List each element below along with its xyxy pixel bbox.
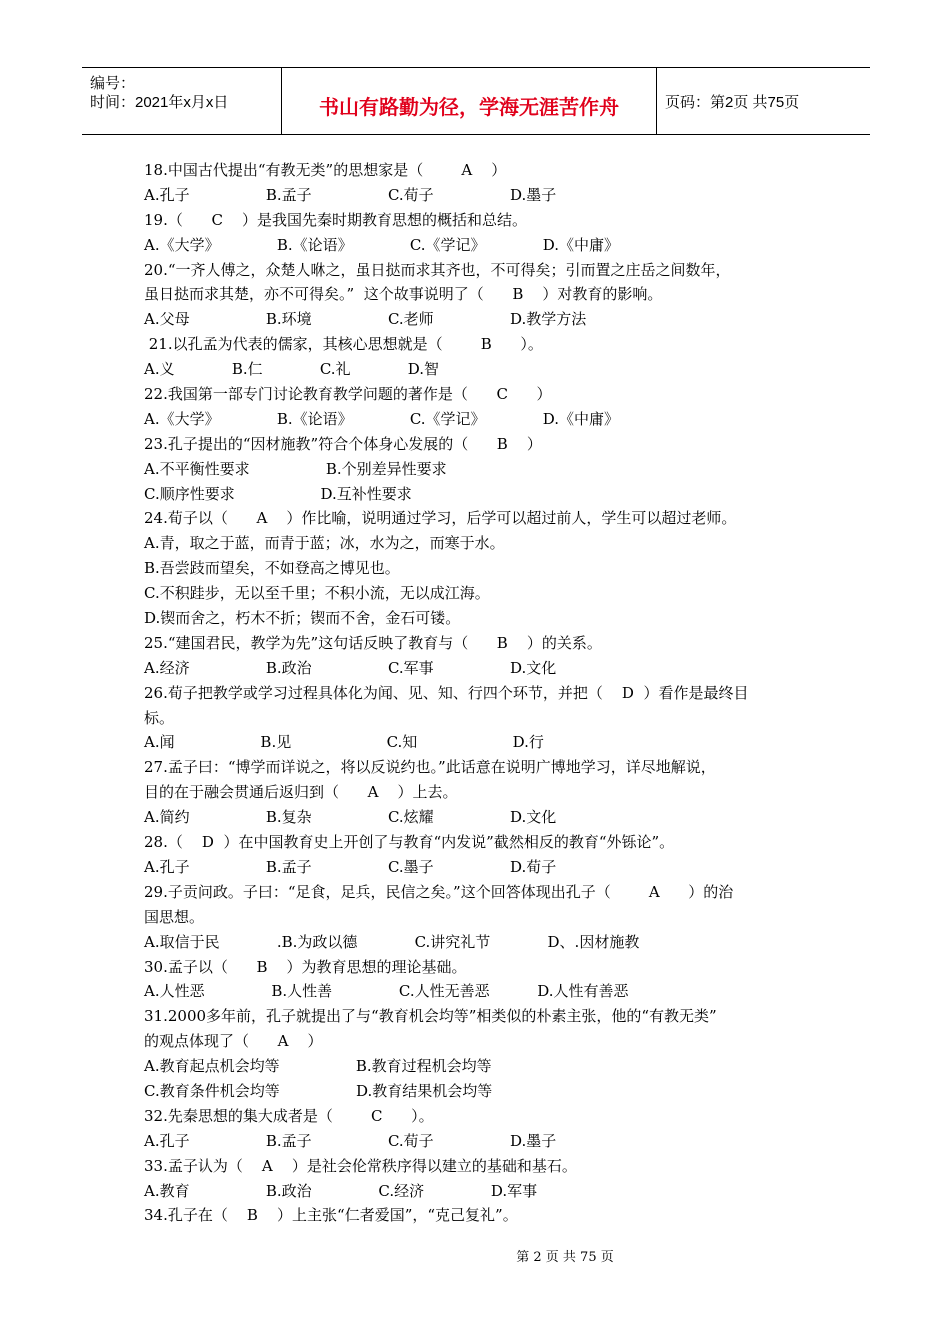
text-line: A.孔子 B.孟子 C.荀子 D.墨子 [144, 1131, 557, 1150]
text-line: A.人性恶 B.人性善 C.人性无善恶 D.人性有善恶 [144, 982, 629, 1001]
text-line: 20.“一齐人傅之，众楚人咻之，虽日挞而求其齐也，不可得矣；引而置之庄岳之间数年， [144, 260, 731, 279]
text-line: 32.先秦思想的集大成者是（ C ）。 [144, 1106, 434, 1125]
text-line: 21.以孔孟为代表的儒家，其核心思想就是（ B ）。 [144, 335, 543, 354]
text-line: A.取信于民 .B.为政以德 C.讲究礼节 D、.因材施教 [144, 932, 640, 951]
text-line: A.父母 B.环境 C.老师 D.教学方法 [144, 310, 587, 329]
header-meta [82, 68, 282, 134]
text-line: 33.孟子认为（ A ）是社会伦常秩序得以建立的基础和基石。 [144, 1156, 577, 1175]
text-line: 28.（ D ）在中国教育史上开创了与教育“内发说”截然相反的教育“外铄论”。 [144, 833, 675, 852]
text-line: A.《大学》 B.《论语》 C.《学记》 D.《中庸》 [144, 409, 620, 428]
header-slogan: 书山有路勤为径，学海无涯苦作舟 [282, 68, 657, 134]
text-line: 25.“建国君民，教学为先”这句话反映了教育与（ B ）的关系。 [144, 633, 602, 652]
text-line: 27.孟子曰：“博学而详说之，将以反说约也。”此话意在说明广博地学习，详尽地解说， [144, 758, 716, 777]
text-line: 29.子贡问政。子曰：“足食，足兵，民信之矣。”这个回答体现出孔子（ A ）的治 [144, 882, 734, 901]
text-line: 30.孟子以（ B ）为教育思想的理论基础。 [144, 957, 467, 976]
text-line: C.教育条件机会均等 D.教育结果机会均等 [144, 1081, 493, 1100]
text-line: 34.孔子在（ B ）上主张“仁者爱国”，“克己复礼”。 [144, 1206, 518, 1225]
text-line: A.义 B.仁 C.礼 D.智 [144, 360, 440, 379]
text-line: A.简约 B.复杂 C.炫耀 D.文化 [144, 808, 557, 827]
text-line: 目的在于融会贯通后返归到（ A ）上去。 [144, 783, 458, 802]
text-line: 24.荀子以（ A ）作比喻，说明通过学习，后学可以超过前人，学生可以超过老师。 [144, 509, 737, 528]
text-line: A.孔子 B.孟子 C.荀子 D.墨子 [144, 185, 557, 204]
header-page-info: 页码：第2页 共75页 [665, 93, 800, 111]
text-line: B.吾尝跂而望矣，不如登高之博见也。 [144, 559, 400, 578]
text-line: A.教育 B.政治 C.经济 D.军事 [144, 1181, 538, 1200]
header-date-label: 时间：2021年x月x日 [90, 94, 229, 111]
text-line: A.青，取之于蓝，而青于蓝；冰，水为之，而寒于水。 [144, 534, 505, 553]
text-line: 标。 [144, 708, 175, 727]
text-line: A.教育起点机会均等 B.教育过程机会均等 [144, 1057, 492, 1076]
text-line: 31.2000多年前，孔子就提出了与“教育机会均等”相类似的朴素主张，他的“有教无类” [144, 1007, 717, 1026]
text-line: C.顺序性要求 D.互补性要求 [144, 484, 412, 503]
text-line: 虽日挞而求其楚，亦不可得矣。” 这个故事说明了（ B ）对教育的影响。 [144, 285, 663, 304]
text-line: 19.（ C ）是我国先秦时期教育思想的概括和总结。 [144, 210, 528, 229]
text-line: 的观点体现了（ A ） [144, 1032, 323, 1051]
text-line: A.经济 B.政治 C.军事 D.文化 [144, 658, 557, 677]
document-body [144, 158, 814, 1228]
text-line: A.闻 B.见 C.知 D.行 [144, 733, 544, 752]
text-line: C.不积跬步，无以至千里；不积小流，无以成江海。 [144, 584, 490, 603]
text-line: A.《大学》 B.《论语》 C.《学记》 D.《中庸》 [144, 235, 620, 254]
text-line: 23.孔子提出的“因材施教”符合个体身心发展的（ B ） [144, 434, 542, 453]
text-line: 26.荀子把教学或学习过程具体化为闻、见、知、行四个环节，并把（ D ）看作是最终目 [144, 683, 749, 702]
text-line: 18.中国古代提出“有教无类”的思想家是（ A ） [144, 161, 507, 179]
page-header [82, 67, 870, 135]
text-line: A.孔子 B.孟子 C.墨子 D.荀子 [144, 857, 557, 876]
text-line: D.锲而舍之，朽木不折；锲而不舍，金石可镂。 [144, 609, 461, 628]
page-footer: 第 2 页 共 75 页 [516, 1250, 614, 1265]
text-line: 国思想。 [144, 907, 205, 926]
header-number-label: 编号： [90, 75, 136, 92]
text-line: A.不平衡性要求 B.个别差异性要求 [144, 459, 447, 478]
text-line: 22.我国第一部专门讨论教育教学问题的著作是（ C ） [144, 385, 552, 404]
